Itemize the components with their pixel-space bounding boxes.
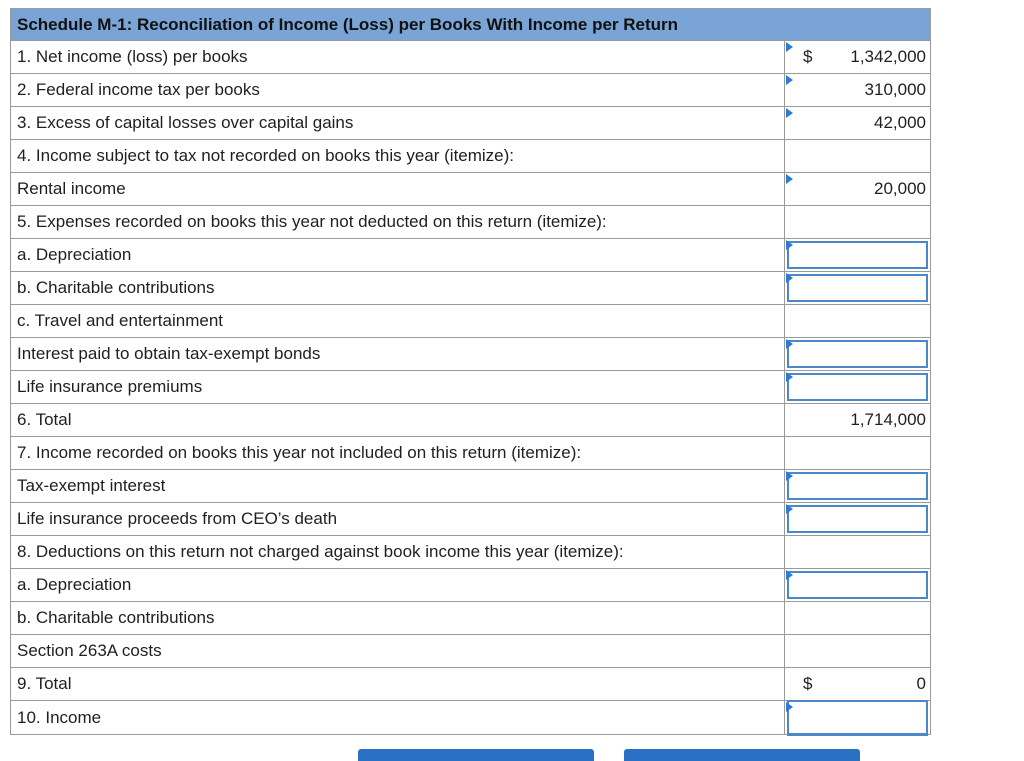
table-row [11, 41, 930, 74]
comment-marker-icon[interactable] [786, 108, 793, 118]
row-value: 0 [916, 674, 926, 693]
row-value-cell [785, 74, 930, 106]
table-row [11, 635, 930, 668]
row-label: 7. Income recorded on books this year not included on this return (itemize): [11, 437, 785, 469]
row-value-cell [785, 140, 930, 172]
row-value: 1,714,000 [850, 410, 926, 429]
table-row [11, 338, 930, 371]
row-value-cell [785, 371, 930, 403]
row-label: Section 263A costs [11, 635, 785, 667]
table-row [11, 701, 930, 734]
row-label: b. Charitable contributions [11, 272, 785, 304]
comment-marker-icon[interactable] [786, 75, 793, 85]
table-row [11, 668, 930, 701]
table-row [11, 173, 930, 206]
next-button[interactable] [624, 749, 860, 761]
row-label: b. Charitable contributions [11, 602, 785, 634]
row-label: 9. Total [11, 668, 785, 700]
row-value-cell [785, 239, 930, 271]
row-value-cell [785, 206, 930, 238]
comment-marker-icon[interactable] [786, 240, 793, 250]
row-value-cell [785, 338, 930, 370]
row-value-cell [785, 470, 930, 502]
row-label: 1. Net income (loss) per books [11, 41, 785, 73]
row-value-cell [785, 668, 930, 700]
row-value-cell [785, 503, 930, 535]
row-value-cell [785, 107, 930, 139]
comment-marker-icon[interactable] [786, 504, 793, 514]
table-row [11, 602, 930, 635]
row-value-cell [785, 602, 930, 634]
comment-marker-icon[interactable] [786, 372, 793, 382]
row-label: a. Depreciation [11, 239, 785, 271]
schedule-title: Schedule M-1: Reconciliation of Income (Loss) per Books With Income per Return [17, 14, 679, 34]
row-label: 2. Federal income tax per books [11, 74, 785, 106]
row-value-cell [785, 272, 930, 304]
row-value-cell [785, 569, 930, 601]
tax-exempt-interest-input[interactable] [787, 472, 928, 500]
depreciation-input[interactable] [787, 241, 928, 269]
row-value-cell [785, 536, 930, 568]
comment-marker-icon[interactable] [786, 471, 793, 481]
comment-marker-icon[interactable] [786, 273, 793, 283]
comment-marker-icon[interactable] [786, 42, 793, 52]
row-label: 4. Income subject to tax not recorded on books this year (itemize): [11, 140, 785, 172]
row-label: Life insurance premiums [11, 371, 785, 403]
table-row [11, 470, 930, 503]
row-value-cell [785, 305, 930, 337]
life-insurance-proceeds-input[interactable] [787, 505, 928, 533]
row-label: a. Depreciation [11, 569, 785, 601]
life-insurance-premiums-input[interactable] [787, 373, 928, 401]
table-row [11, 569, 930, 602]
previous-button[interactable] [358, 749, 594, 761]
table-row [11, 437, 930, 470]
row-label: Tax-exempt interest [11, 470, 785, 502]
table-row [11, 107, 930, 140]
table-row [11, 272, 930, 305]
comment-marker-icon[interactable] [786, 174, 793, 184]
row-value: 1,342,000 [850, 47, 926, 66]
row-value: 42,000 [874, 113, 926, 132]
table-row [11, 74, 930, 107]
row-value-cell [785, 173, 930, 205]
deduction-depreciation-input[interactable] [787, 571, 928, 599]
row-label: Rental income [11, 173, 785, 205]
row-label: 6. Total [11, 404, 785, 436]
row-label: 5. Expenses recorded on books this year not deducted on this return (itemize): [11, 206, 785, 238]
table-row [11, 140, 930, 173]
row-value-cell [785, 41, 930, 73]
row-value-cell [785, 437, 930, 469]
row-label: c. Travel and entertainment [11, 305, 785, 337]
table-row [11, 305, 930, 338]
schedule-m1-table [10, 8, 931, 735]
row-label: Interest paid to obtain tax-exempt bonds [11, 338, 785, 370]
table-row [11, 239, 930, 272]
row-label: 8. Deductions on this return not charged against book income this year (itemize): [11, 536, 785, 568]
table-row [11, 536, 930, 569]
income-input[interactable] [787, 700, 928, 736]
table-row [11, 503, 930, 536]
schedule-header [11, 9, 930, 41]
row-value-cell [785, 404, 930, 436]
interest-tax-exempt-bonds-input[interactable] [787, 340, 928, 368]
currency-symbol: $ [803, 674, 813, 693]
row-value-cell [785, 701, 930, 734]
row-value: 20,000 [874, 179, 926, 198]
row-label: 3. Excess of capital losses over capital gains [11, 107, 785, 139]
table-row [11, 371, 930, 404]
row-value: 310,000 [864, 80, 926, 99]
comment-marker-icon[interactable] [786, 702, 793, 712]
comment-marker-icon[interactable] [786, 339, 793, 349]
charitable-contributions-input[interactable] [787, 274, 928, 302]
comment-marker-icon[interactable] [786, 570, 793, 580]
row-label: Life insurance proceeds from CEO’s death [11, 503, 785, 535]
table-row [11, 404, 930, 437]
currency-symbol: $ [803, 47, 813, 66]
row-value-cell [785, 635, 930, 667]
table-row [11, 206, 930, 239]
row-label: 10. Income [11, 701, 785, 734]
